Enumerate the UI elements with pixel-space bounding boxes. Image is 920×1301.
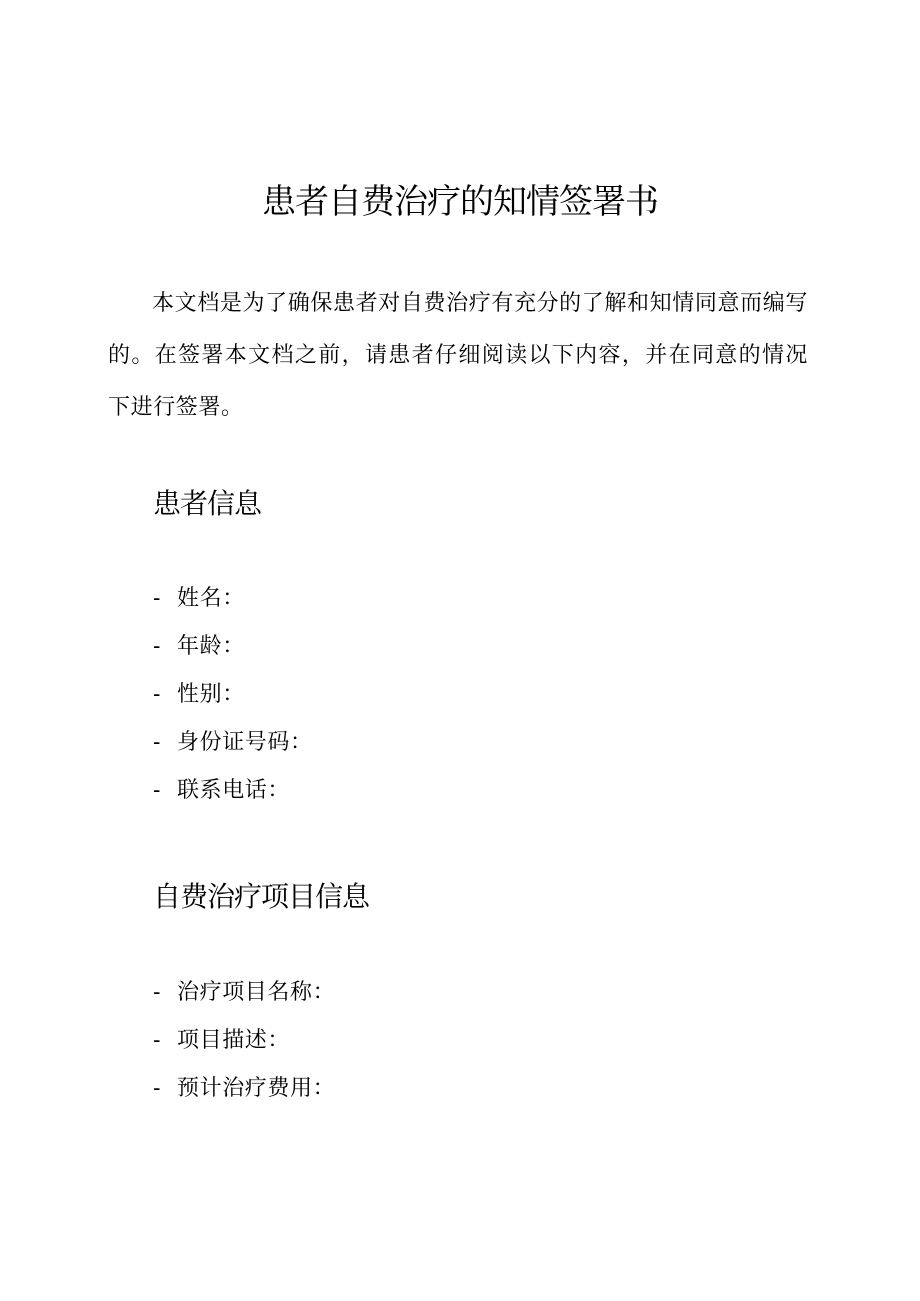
list-marker: - [153,682,162,707]
field-label-age: 年龄： [177,634,245,659]
field-label-treatment-name: 治疗项目名称： [177,980,336,1005]
field-label-estimated-cost: 预计治疗费用： [177,1076,336,1101]
section-heading-patient-info: 患者信息 [153,487,262,520]
field-label-description: 项目描述： [177,1028,291,1053]
field-label-gender: 性别： [177,682,245,707]
list-item [153,575,313,623]
list-item [153,969,335,1017]
field-label-phone: 联系电话： [177,778,291,803]
list-marker: - [153,778,162,803]
treatment-info-list [153,969,335,1113]
list-marker: - [153,730,162,755]
list-item [153,767,313,815]
list-marker: - [153,980,162,1005]
section-heading-treatment-info: 自费治疗项目信息 [153,880,370,913]
page-title: 患者自费治疗的知情签署书 [262,182,658,222]
intro-paragraph: 本文档是为了确保患者对自费治疗有充分的了解和知情同意而编写的。在签署本文档之前，请患者仔细阅读以下内容，并在同意的情况下进行签署。 [108,291,808,420]
list-marker: - [153,634,162,659]
field-label-name: 姓名： [177,586,245,611]
list-marker: - [153,586,162,611]
list-item [153,623,313,671]
list-item [153,671,313,719]
field-label-id-number: 身份证号码： [177,730,313,755]
list-item [153,1017,335,1065]
list-marker: - [153,1028,162,1053]
list-item [153,719,313,767]
patient-info-list [153,575,313,815]
list-item [153,1065,335,1113]
list-marker: - [153,1076,162,1101]
